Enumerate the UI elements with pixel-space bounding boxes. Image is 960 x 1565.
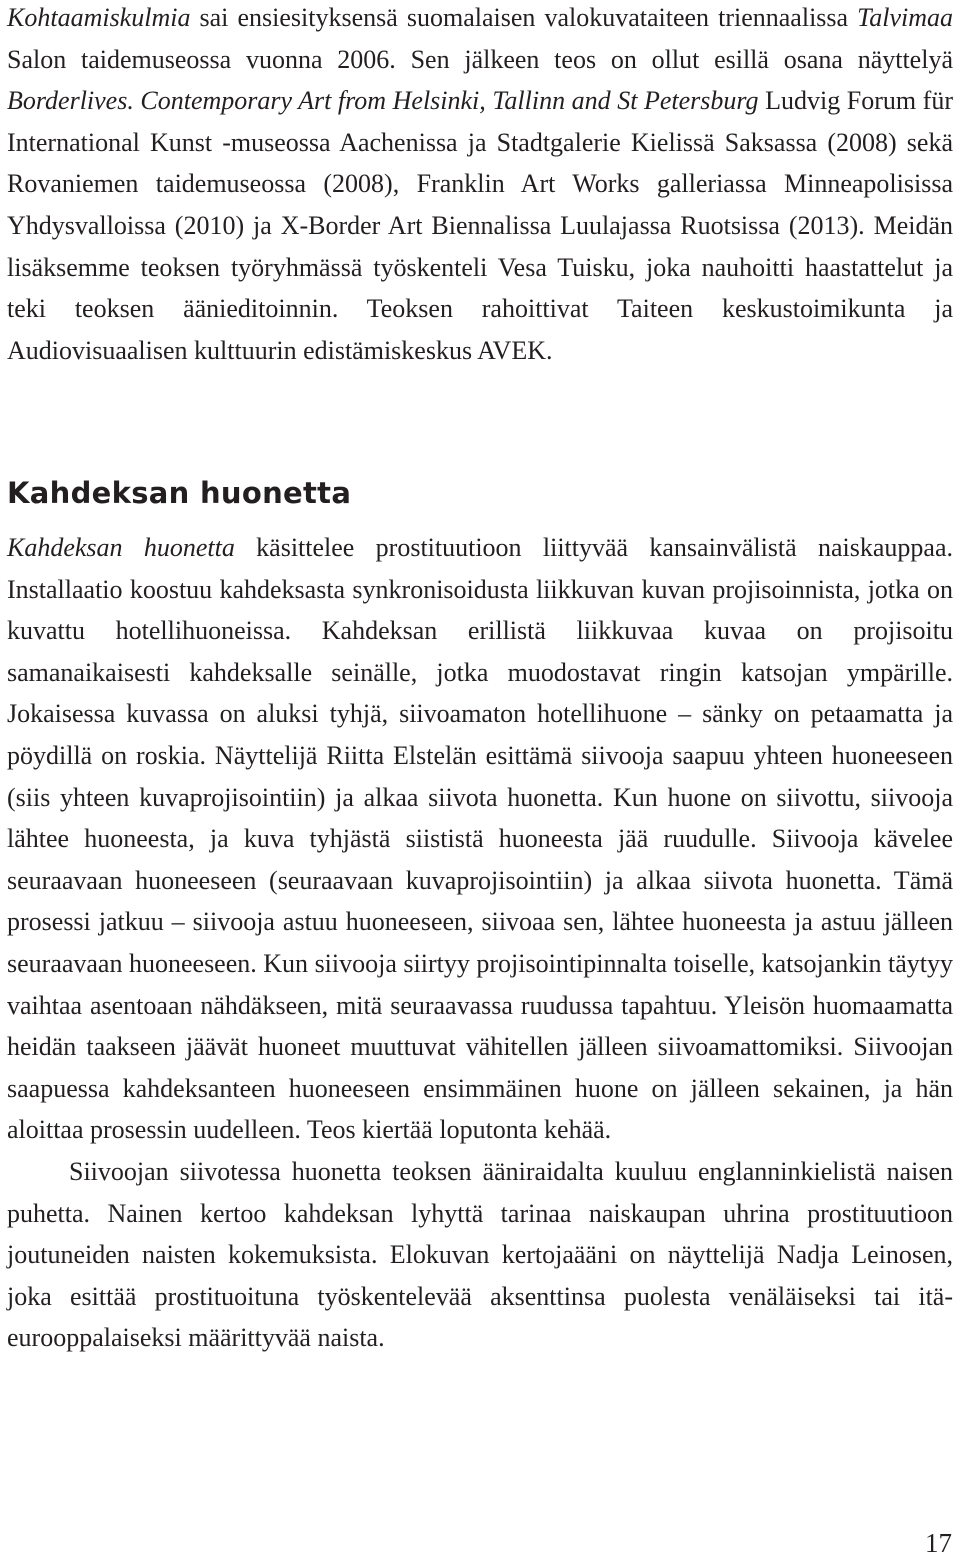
exhibition-title-borderlives: Borderlives. Contemporary Art from Helsinki, Tallinn and St Petersburg [7,86,759,116]
paragraph-text: käsittelee prostituutioon liittyvää kansainvälistä naiskauppaa. Installaatio koostuu kahdeksasta synkronisoidusta liikkuvan kuvan projisoinnista, jotka on kuvattu hotellihuoneissa. Kahdeksan erillistä liikkuvaa kuvaa on projisoitu samanaikaisesti kahdeksalle seinälle, jotka muodostavat ringin katsojan ympärille. Jokaisessa kuvassa on aluksi tyhjä, siivoamaton hotellihuone – sänky on petaamatta ja pöydillä on roskia. Näyttelijä Riitta Elstelän esittämä siivooja saapuu yhteen huoneeseen (siis yhteen kuvaprojisointiin) ja alkaa siivota huonetta. Kun huone on siivottu, siivooja lähtee huoneesta, ja kuva tyhjästä siististä huoneesta jää ruudulle. Siivooja kävelee seuraavaan huoneeseen (seuraavaan kuvaprojisointiin) ja alkaa siivota huonetta. Tämä prosessi jatkuu – siivooja astuu huoneeseen, siivoaa sen, lähtee huoneesta ja astuu jälleen seuraavaan huoneeseen. Kun siivooja siirtyy projisointipinnalta toiselle, katsojankin täytyy vaihtaa asentoaan nähdäkseen, mitä seuraavassa ruudussa tapahtuu. Yleisön huomaamatta heidän taakseen jäävät huoneet muuttuvat vähitellen jälleen siivoamattomiksi. Siivoojan saapuessa kahdeksanteen huoneeseen ensimmäinen huone on jälleen sekainen, ja hän aloittaa prosessin uudelleen. Teos kiertää loputonta kehää. [7,533,954,1145]
section-body [7,527,953,1359]
intro-paragraph [7,0,953,371]
exhibition-title-talvimaa: Talvimaa [857,3,953,32]
soundtrack-paragraph: Siivoojan siivotessa huonetta teoksen ääniraidalta kuuluu englanninkielistä naisen puhetta. Nainen kertoo kahdeksan lyhyttä tarinaa naiskaupan uhrina prostituutioon joutuneiden naisten kokemuksista. Elokuvan kertojaääni on näyttelijä Nadja Leinosen, joka esittää prostituoituna työskentelevää aksenttinsa puolesta venäläiseksi tai itä-eurooppalaiseksi määrittyvää naista. [7,1156,953,1353]
paragraph-text: Ludvig Forum für International Kunst -museossa Aachenissa ja Stadtgalerie Kielissä Saksassa (2008) sekä Rovaniemen taidemuseossa (2008), Franklin Art Works galleriassa Minneapolisissa Yhdysvalloissa (2010) ja X-Border Art Biennalissa Luulajassa Ruotsissa (2013). Meidän lisäksemme teoksen työryhmässä työskenteli Vesa Tuisku, joka nauhoitti haastattelut ja teki teoksen äänieditoinnin. Teoksen rahoittivat Taiteen keskustoimikunta ja Audiovisuaalisen kulttuurin edistämiskeskus AVEK. [7,86,954,365]
description-paragraph [7,527,953,1151]
work-title-kohtaamiskulmia: Kohtaamiskulmia [7,3,191,32]
page-number: 17 [925,1528,952,1558]
work-title-kahdeksan-huonetta: Kahdeksan huonetta [7,533,235,562]
paragraph-text: sai ensiesityksensä suomalaisen valokuvataiteen triennaalissa [190,3,858,32]
paragraph-text: Salon taidemuseossa vuonna 2006. Sen jälkeen teos on ollut esillä osana näyttelyä [7,44,953,74]
section-heading: Kahdeksan huonetta [7,476,352,510]
